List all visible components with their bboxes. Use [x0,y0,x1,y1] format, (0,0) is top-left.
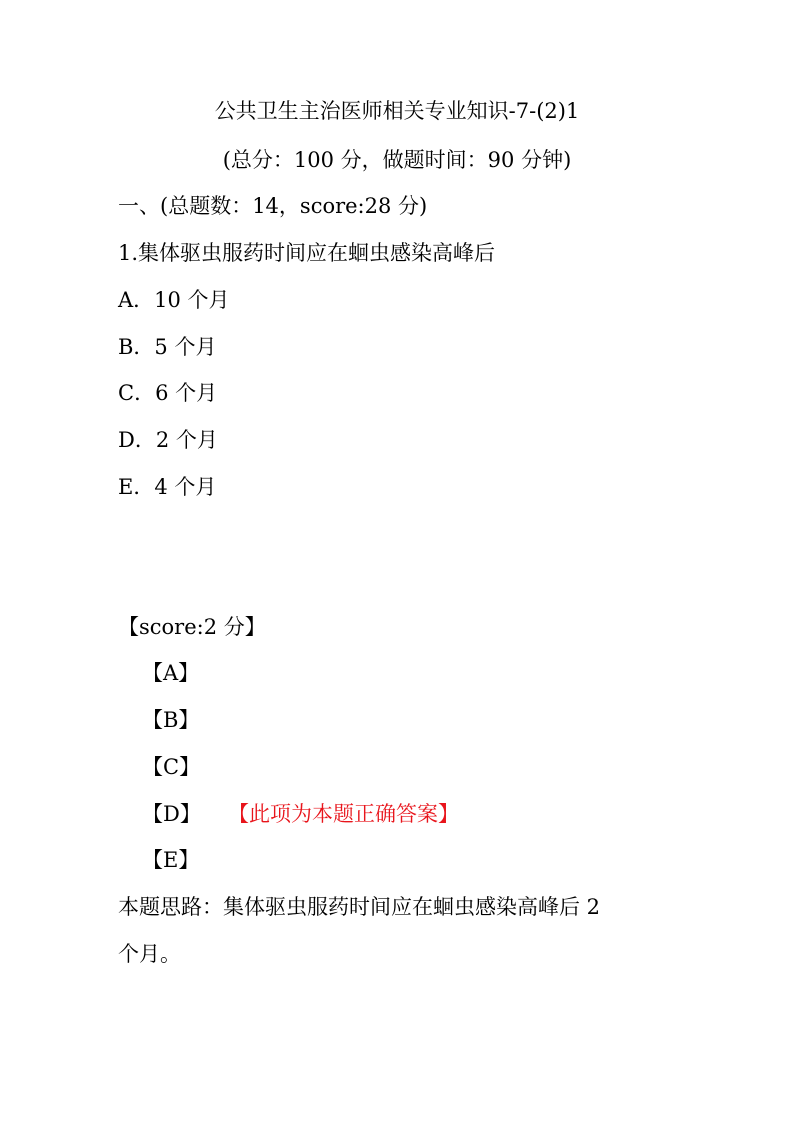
document-title: 公共卫生主治医师相关专业知识-7-(2)1 [214,99,580,123]
answer-choice-c: 【C】 [142,755,201,779]
explanation-line-2: 个月。 [118,942,181,966]
option-c: C．6 个月 [118,381,218,405]
explanation-line-1: 本题思路：集体驱虫服药时间应在蛔虫感染高峰后 2 [118,895,601,919]
section-heading: 一、(总题数：14，score:28 分) [118,194,428,218]
option-d: D．2 个月 [118,428,218,452]
answer-choice-b: 【B】 [142,708,200,732]
score-label: 【score:2 分】 [118,615,266,639]
correct-answer-note: 【此项为本题正确答案】 [228,802,459,826]
document-subtitle: (总分：100 分，做题时间：90 分钟) [222,148,572,172]
answer-choice-a: 【A】 [142,661,200,685]
question-stem: 1.集体驱虫服药时间应在蛔虫感染高峰后 [118,241,496,265]
option-a: A．10 个月 [118,288,230,312]
option-e: E．4 个月 [118,475,217,499]
option-b: B．5 个月 [118,335,217,359]
answer-choice-e: 【E】 [142,848,200,872]
answer-choice-d: 【D】 [142,802,201,826]
